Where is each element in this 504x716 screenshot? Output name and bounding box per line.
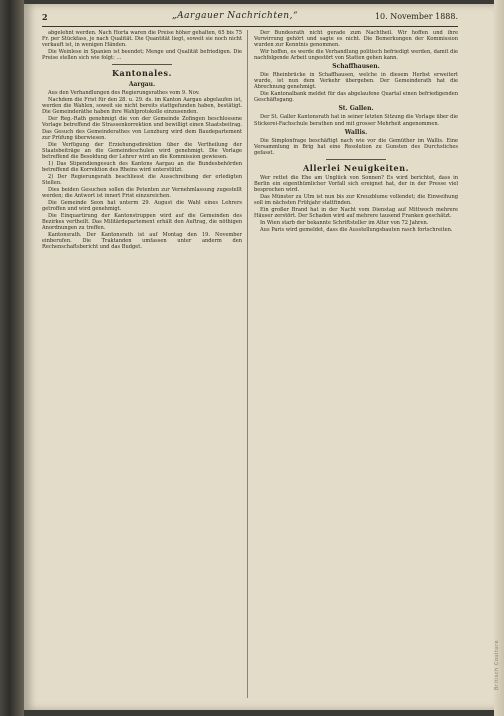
article-paragraph: Der St. Galler Kantonsrath hat in seiner letzten Sitzung die Vorlage über die Stickerei-Fachschule berathen und mit grosser Mehrheit angenommen. [254, 114, 458, 127]
article-paragraph: Die Weinlese in Spanien ist beendet; Menge und Qualität befriedigen. Die Preise stellen sich wie folgt: ... [42, 49, 242, 62]
article-paragraph: abgelehnt werden. Nach Horta waren die Preise höher gehalten, 65 bis 75 Fr. per Stückfass, je nach Qualität. Die Quantität liegt, soweit sie noch nicht verkauft ist, in wenigen Händen. [42, 30, 242, 49]
article-paragraph: Die Verfügung der Erziehungsdirektion über die Vertheilung der Staatsbeiträge an die Gemeindeschulen wird genehmigt. Die Vorlage betreffend die Besoldung der Lehrer wird an die Kommission gewiesen. [42, 141, 242, 160]
article-paragraph: Dies beiden Gesuchen sollen die Petenten zur Vernehmlassung zugestellt werden; die Antwort ist innert Frist einzureichen. [42, 186, 242, 199]
article-paragraph: Die Rheinbrücke in Schaffhausen, welche in diesem Herbst erweitert wurde, ist nun dem Verkehr übergeben. Der Gemeinderath hat die Abrechnung genehmigt. [254, 72, 458, 91]
column-divider [247, 30, 248, 698]
book-binding [0, 0, 24, 716]
article-paragraph: Die Simplonfrage beschäftigt nach wie vor die Gemüther im Wallis. Eine Versammlung in Brig hat eine Resolution zu Gunsten des Durchstiches gefasst. [254, 137, 458, 156]
scan-side-label: Britisch Coulture [494, 639, 500, 690]
article-paragraph: Die Gemeinde Seon hat unterm 29. August die Wahl eines Lehrers getroffen und wird genehmigt. [42, 200, 242, 213]
page-number: 2 [42, 12, 48, 22]
article-paragraph: Nachdem die Frist für den 28. u. 29. ds. im Kanton Aargau abgelaufen ist, werden die Wahlen, soweit sie nicht bereits stattgefunden haben, bestätigt. Die Gemeinderäthe haben ihre Wahlprotokolle einzusenden. [42, 97, 242, 116]
section-heading-allerlei: Allerlei Neuigkeiten. [302, 162, 410, 173]
article-paragraph: Die Einquartirung der Kantonstruppen wird auf die Gemeinden des Bezirkes vertheilt. Das Militärdepartement erhält den Auftrag, die nöthigen Anordnungen zu treffen. [42, 213, 242, 232]
article-paragraph: Wer rettet die Ehe am Unglück von Sonnen? Es wird berichtet, dass in Berlin ein eigenthümlicher Vorfall sich ereignet hat, der in der Presse viel besprochen wird. [254, 174, 458, 193]
section-heading-kantonales: Kantonales. [111, 68, 172, 79]
article-paragraph: Ein großer Brand hat in der Nacht vom Dienstag auf Mittwoch mehrere Häuser zerstört. Der Schaden wird auf mehrere tausend Franken geschätzt. [254, 206, 458, 219]
article-paragraph: Der Bundesrath nicht gerade zum Nachtheil. Wir hoffen und ihre Verwirrung gehört und sagte es nicht. Die Bemerkungen der Kommission wurden zur Kenntnis genommen. [254, 30, 458, 49]
article-paragraph: 1) Das Stipendiengesuch des Kantons Aargau an die Bundesbehörden betreffend die Korrektion des Rheins wird unterstützt. [42, 160, 242, 173]
article-paragraph: Kantonsrath. Der Kantonsrath ist auf Montag den 19. November einberufen. Die Traktanden umfassen unter anderm den Rechenschaftsbericht und das Budget. [42, 232, 242, 251]
section-heading-schaffhausen: Schaffhausen. [332, 63, 380, 71]
article-paragraph: Der Reg.-Rath genehmigt die von der Gemeinde Zofingen beschlossene Vorlage betreffend die Strassenkorrektion und bewilligt einen Staatsbeitrag. Das Gesuch des Gemeinderathes von Lenzburg wird dem Baudepartement zur Prüfung überwiesen. [42, 116, 242, 141]
masthead [42, 10, 458, 24]
article-paragraph: Aus Paris wird gemeldet, dass die Ausstellungsbauten rasch fortschreiten. [260, 227, 453, 234]
article-paragraph: 2) Der Regierungsrath beschliesst die Ausschreibung der erledigten Stellen. [42, 173, 242, 186]
subheading-aargau: Aargau. [128, 81, 156, 89]
article-paragraph: Wir hoffen, es werde die Verhandlung politisch befriedigt werden, damit die nachfolgende Arbeit ungestört von Statten gehen kann. [254, 49, 458, 62]
section-heading-wallis: Wallis. [344, 128, 368, 136]
issue-date: 10. November 1888. [374, 12, 458, 21]
section-heading-st-gallen: St. Gallen. [338, 105, 374, 113]
newspaper-title: „Aargauer Nachrichten,“ [172, 11, 299, 21]
section-rule [326, 159, 386, 160]
article-paragraph: Das Münster zu Ulm ist nun bis zur Kreuzblume vollendet; die Einweihung soll im nächsten Frühjahr stattfinden. [254, 193, 458, 206]
masthead-rule [42, 26, 458, 27]
article-paragraph: Aus den Verhandlungen des Regierungsrathes vom 9. Nov. [48, 90, 200, 97]
article-paragraph: In Wien starb der bekannte Schriftsteller im Alter von 72 Jahren. [260, 220, 429, 227]
article-paragraph: Die Kantonalbank meldet für das abgelaufene Quartal einen befriedigenden Geschäftsgang. [254, 91, 458, 104]
right-column [254, 30, 458, 698]
section-rule [112, 64, 172, 65]
left-column [42, 30, 242, 698]
